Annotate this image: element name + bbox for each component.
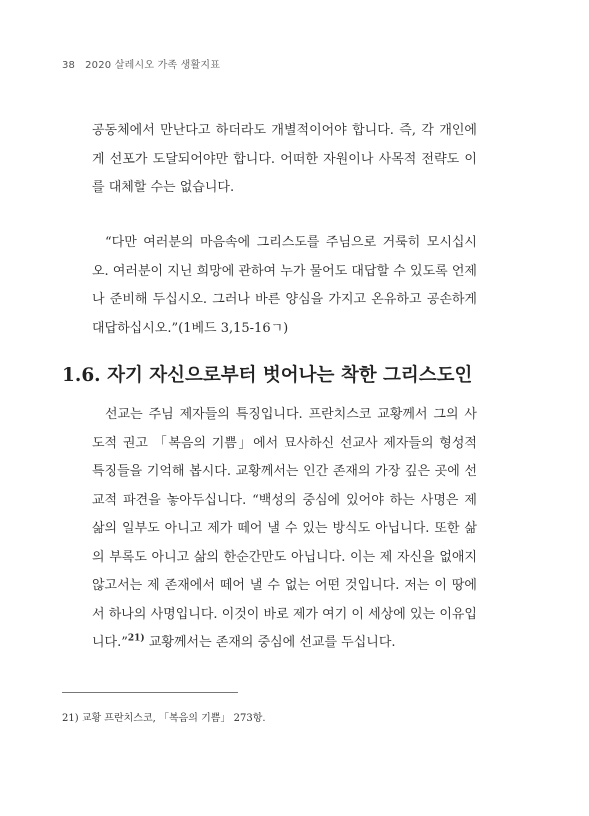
body-paragraph-2-tail: 교황께서는 존재의 중심에 선교를 두십니다.: [144, 635, 396, 650]
body-paragraph-2-text: 선교는 주님 제자들의 특징입니다. 프란치스코 교황께서 그의 사도적 권고 「복음의 기쁨」에서 묘사하신 선교사 제자들의 형성적 특징들을 기억해 봅시다. 교황께서는 인간 존재의 가장 깊은 곳에 선교적 파견을 놓아두십니다. “백성의 중심에 있어야 하는 사명은 제 삶의 일부도 아니고 제가 떼어 낼 수 있는 방식도 아닙니다. 또한 삶의 부록도 아니고 삶의 한순간만도 아닙니다. 이는 제 자신을 없애지 않고서는 제 존재에서 떼어 낼 수 없는 어떤 것입니다. 저는 이 땅에서 하나의 사명입니다. 이것이 바로 제가 여기 이 세상에 있는 이유입니다.”: [92, 407, 477, 650]
section-heading: 1.6. 자기 자신으로부터 벗어나는 착한 그리스도인: [62, 365, 473, 386]
running-header: [62, 56, 220, 71]
footnote-reference: 21): [127, 633, 145, 644]
body-paragraph-2: [92, 401, 477, 658]
footnote: 21) 교황 프란치스코, 「복음의 기쁨」 273항.: [62, 713, 266, 724]
body-paragraph-1: 공동체에서 만난다고 하더라도 개별적이어야 합니다. 즉, 각 개인에게 선포가 도달되어야만 합니다. 어떠한 자원이나 사목적 전략도 이를 대체할 수는 없습니다.: [92, 123, 477, 195]
footnote-divider: [62, 692, 238, 693]
quote-paragraph: “다만 여러분의 마음속에 그리스도를 주님으로 거룩히 모시십시오. 여러분이 지닌 희망에 관하여 누가 물어도 대답할 수 있도록 언제나 준비해 두십시오. 그러나 바른 양심을 가지고 온유하고 공손하게 대답하십시오.”(1베드 3,15-16ㄱ): [92, 235, 477, 336]
book-title: 2020 살레시오 가족 생활지표: [85, 60, 221, 71]
page-number: 38: [62, 60, 76, 71]
